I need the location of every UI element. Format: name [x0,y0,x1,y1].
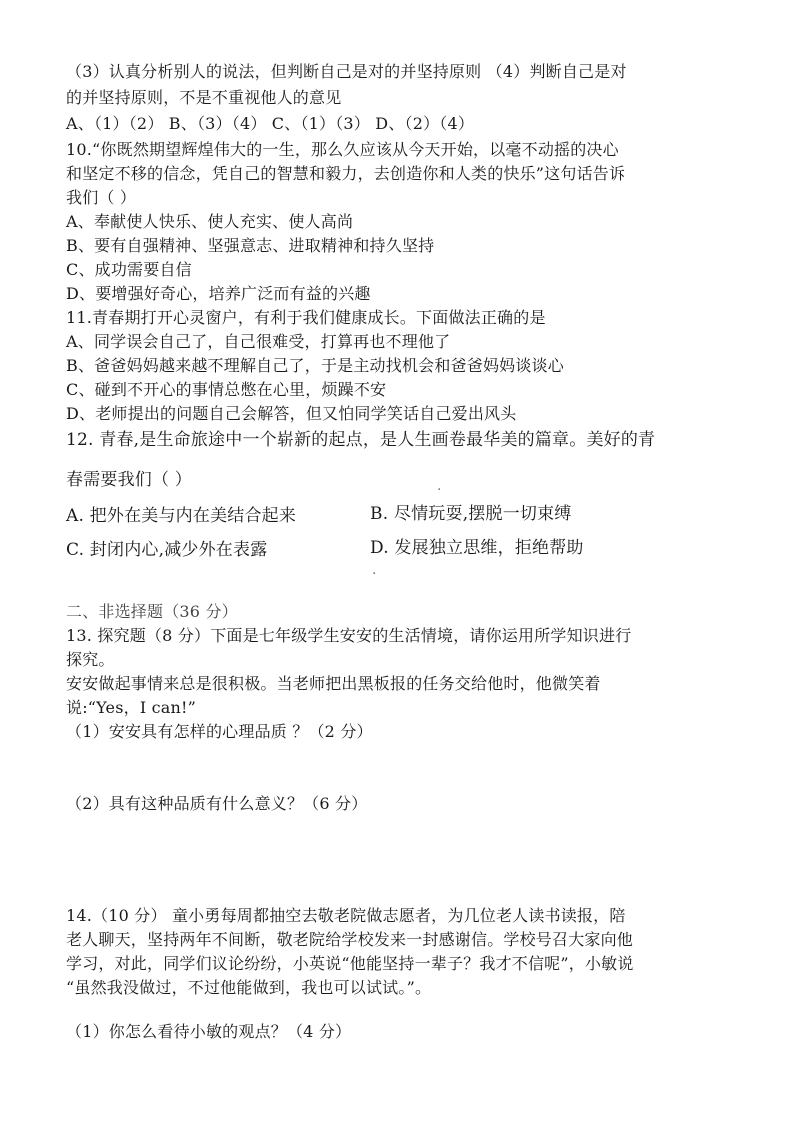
q14-line2: 老人聊天，坚持两年不间断，敬老院给学校发来一封感谢信。学校号召大家向他 [66,930,634,949]
q10-line2: 和坚定不移的信念，凭自己的智慧和毅力，去创造你和人类的快乐”这句话告诉 [66,164,626,183]
q12-option-a: A. 把外在美与内在美结合起来 [66,506,297,526]
q9-line2: 的并坚持原则，不是不重视他人的意见 [66,88,342,107]
q13-line2: 探究。 [66,650,115,669]
q14-sub1: （1）你怎么看待小敏的观点？（4 分） [66,1022,352,1041]
scan-speck: · [372,566,377,582]
q14-line4: “虽然我没做过，不过他能做到，我也可以试试。”。 [66,978,432,997]
q12-option-c: C. 封闭内心,减少外在表露 [66,540,268,560]
q9-line1: （3）认真分析别人的说法，但判断自己是对的并坚持原则 （4）判断自己是对 [66,62,627,81]
q13-sub2: （2）具有这种品质有什么意义？（6 分） [66,794,368,813]
section-2-title: 二、非选择题（36 分） [66,602,238,621]
q11-option-c: C、碰到不开心的事情总憋在心里，烦躁不安 [66,380,387,399]
q13-sub1: （1）安安具有怎样的心理品质 ？（2 分） [66,722,373,741]
q13-line4: 说:“Yes，I can!” [66,698,197,717]
scan-speck: · [437,482,442,498]
q10-option-c: C、成功需要自信 [66,260,192,279]
q11-option-b: B、爸爸妈妈越来越不理解自己了，于是主动找机会和爸爸妈妈谈谈心 [66,356,564,375]
q14-line1: 14.（10 分） 童小勇每周都抽空去敬老院做志愿者，为几位老人读书读报，陪 [66,906,626,925]
q12-option-d: D. 发展独立思维，拒绝帮助 [370,538,584,558]
q11-option-d: D、老师提出的问题自己会解答，但又怕同学笑话自己爱出风头 [66,404,517,423]
q12-line1: 12. 青春,是生命旅途中一个崭新的起点，是人生画卷最华美的篇章。美好的青 [66,430,656,450]
q12-line2: 春需要我们（ ） [66,470,193,490]
q13-line3: 安安做起事情来总是很积极。当老师把出黑板报的任务交给他时，他微笑着 [66,674,601,693]
q12-option-b: B. 尽情玩耍,摆脱一切束缚 [370,504,572,524]
q10-option-a: A、奉献使人快乐、使人充实、使人高尚 [66,212,354,231]
q10-option-b: B、要有自强精神、坚强意志、进取精神和持久坚持 [66,236,435,255]
q11-stem: 11.青春期打开心灵窗户，有利于我们健康成长。下面做法正确的是 [66,308,546,327]
q10-line1: 10.“你既然期望辉煌伟大的一生，那么久应该从今天开始，以毫不动摇的决心 [66,140,619,159]
q14-line3: 学习，对此，同学们议论纷纷，小英说“他能坚持一辈子？我才不信呢”，小敏说 [66,954,634,973]
q9-options: A、（1）（2） B、（3）（4） C、（1）（3） D、（2）（4） [66,114,475,133]
q10-option-d: D、要增强好奇心，培养广泛而有益的兴趣 [66,284,371,303]
q13-line1: 13. 探究题（8 分）下面是七年级学生安安的生活情境，请你运用所学知识进行 [66,626,632,645]
q10-line3: 我们（ ） [66,188,137,207]
q11-option-a: A、同学误会自己了，自己很难受，打算再也不理他了 [66,332,451,351]
